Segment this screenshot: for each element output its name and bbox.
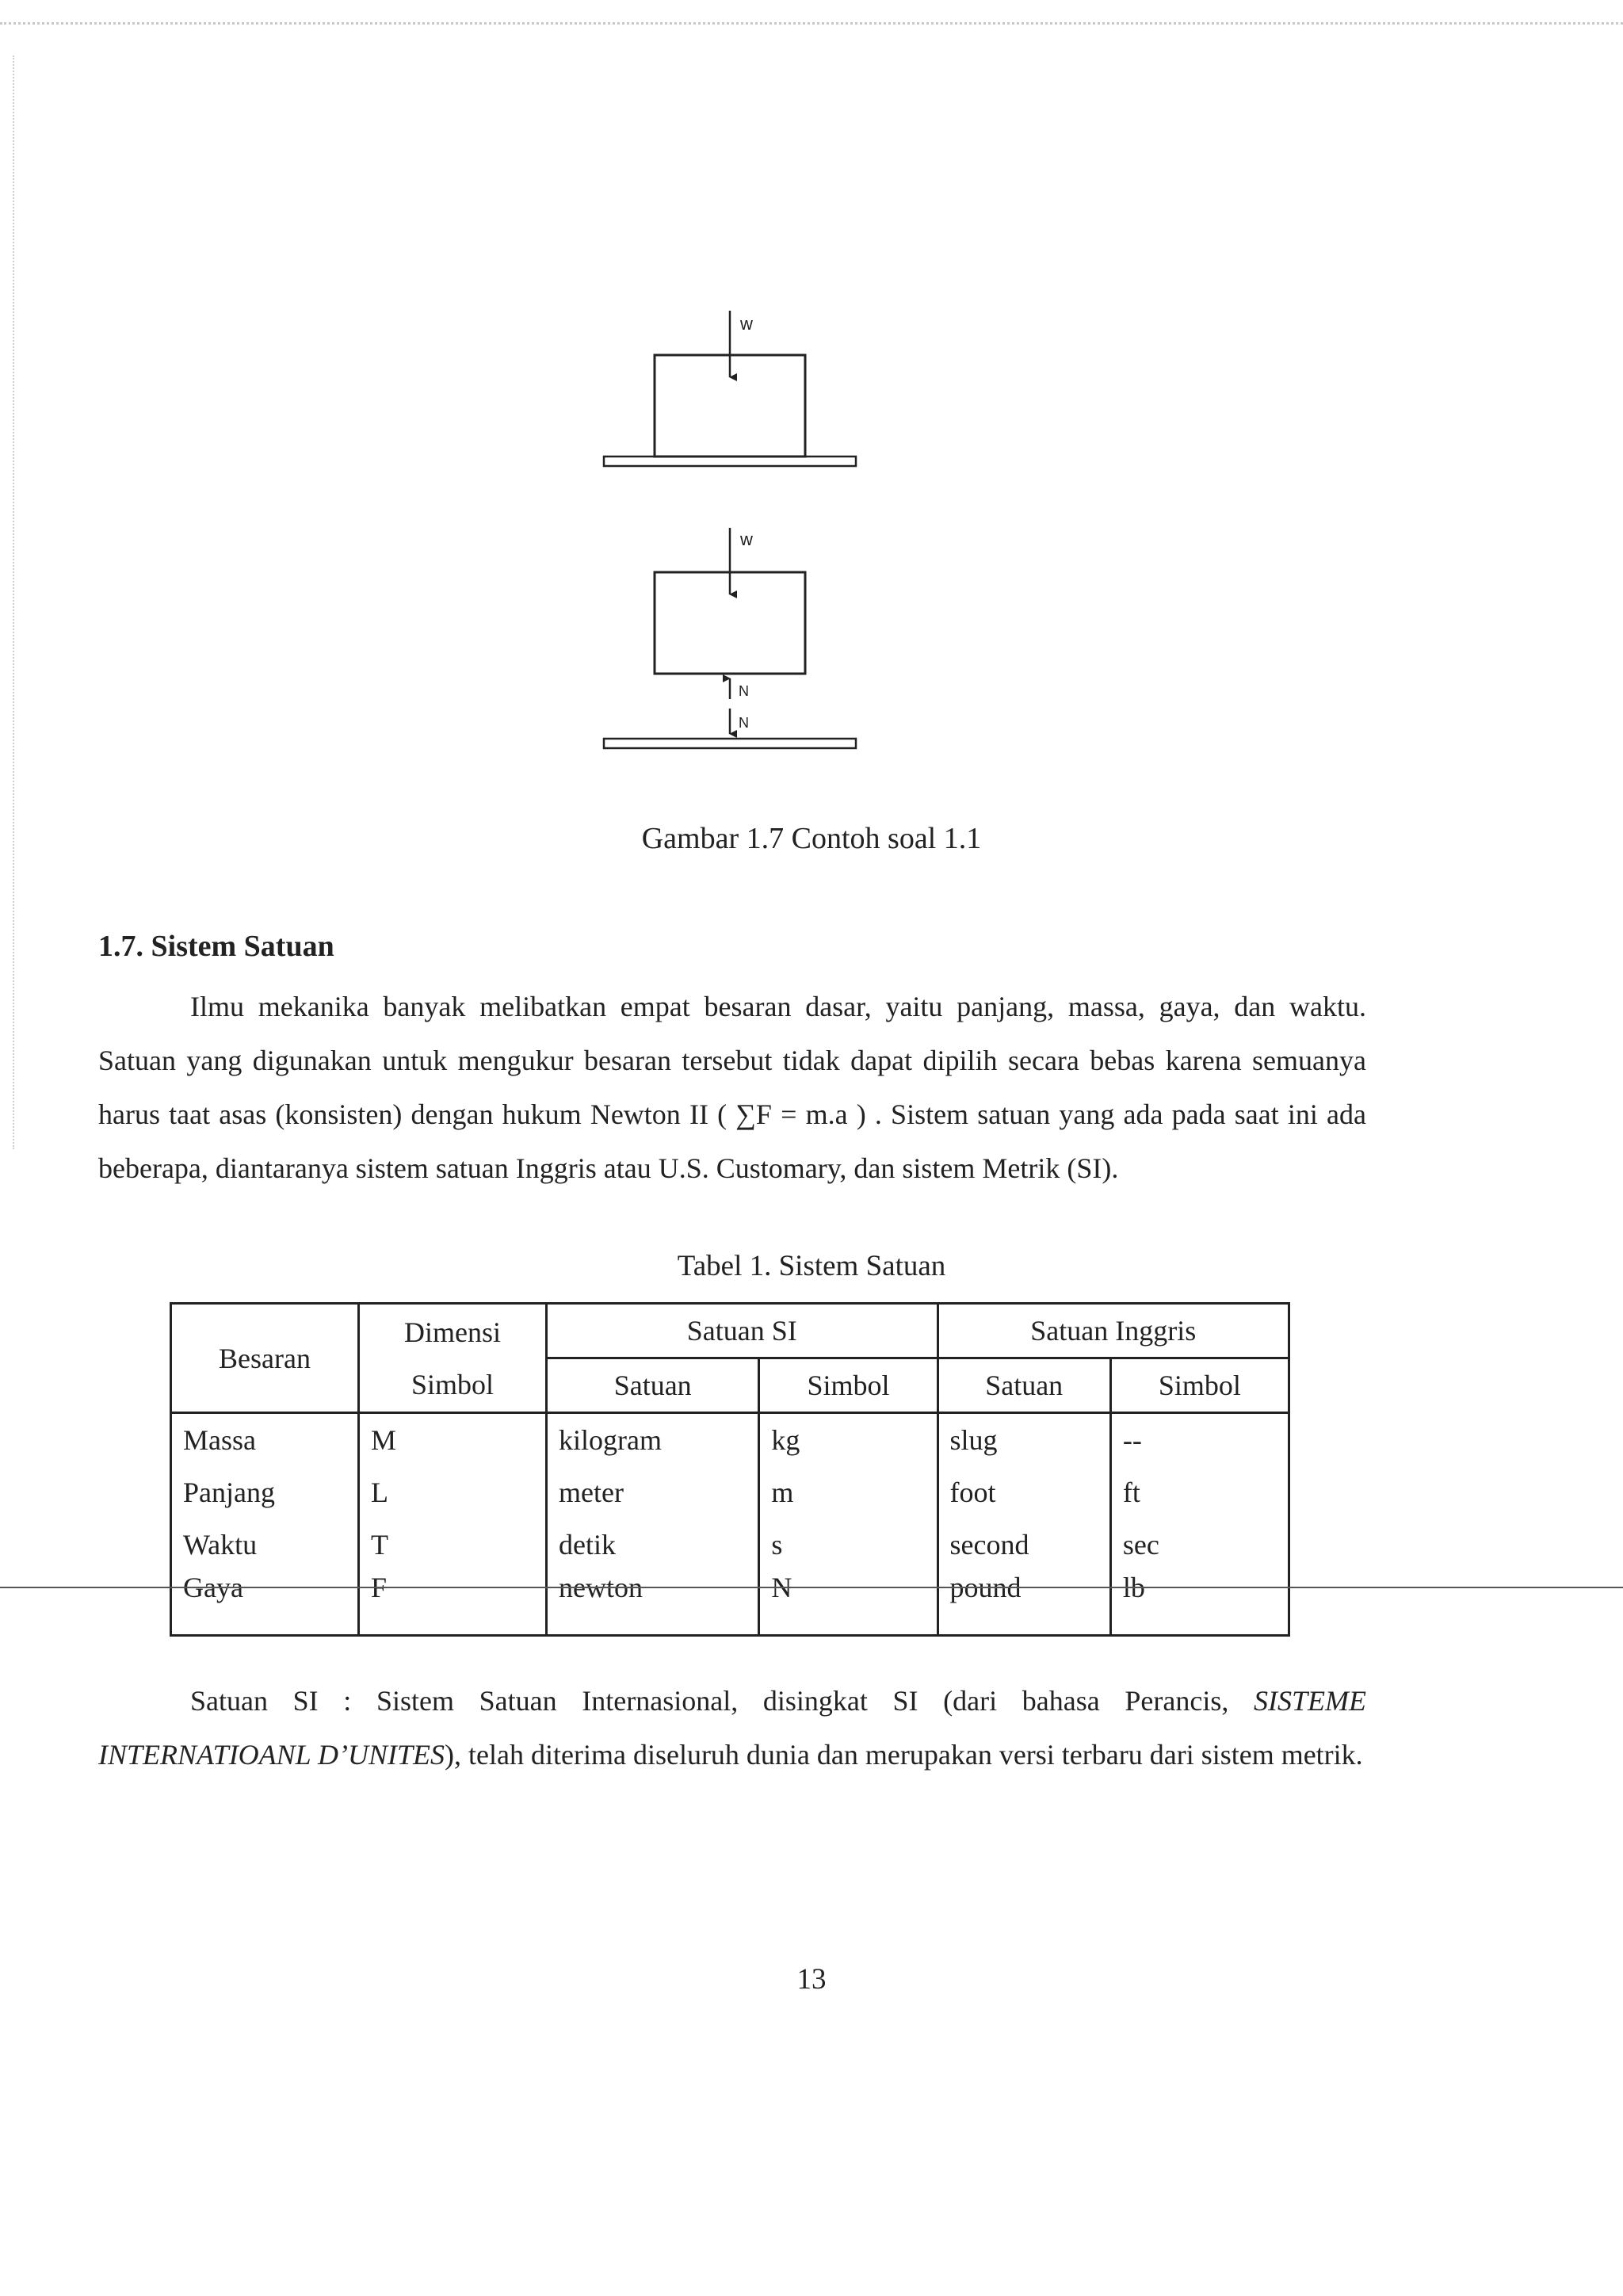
cell-besaran: Massa bbox=[171, 1413, 359, 1467]
bottom-diagram bbox=[604, 528, 856, 748]
paragraph-intro: Ilmu mekanika banyak melibatkan empat besaran dasar, yaitu panjang, massa, gaya, dan waktu. Satuan yang digunakan untuk mengukur besaran tersebut tidak dapat dipilih secara bebas karena semuanya harus taat asas (konsisten) dengan hukum Newton II ( ∑F = m.a ) . Sistem satuan yang ada pada saat ini ada beberapa, diantaranya sistem satuan Inggris atau U.S. Customary, dan sistem Metrik (SI). bbox=[98, 991, 1366, 1184]
cell-si-simbol: kg bbox=[759, 1413, 938, 1467]
cell-besaran: Waktu bbox=[171, 1519, 359, 1571]
cell-ing-satuan: foot bbox=[938, 1466, 1110, 1519]
scan-artifact-top-dots bbox=[0, 22, 1623, 25]
top-diagram bbox=[604, 311, 856, 466]
header-si-satuan: Satuan bbox=[547, 1358, 759, 1413]
scan-artifact-horizontal-line bbox=[0, 1587, 1623, 1588]
cell-si-simbol: m bbox=[759, 1466, 938, 1519]
cell-si-satuan: newton bbox=[547, 1571, 759, 1636]
header-dimensi: Dimensi bbox=[404, 1316, 501, 1348]
top-weight-label: w bbox=[740, 314, 753, 334]
cell-dimensi: L bbox=[359, 1466, 547, 1519]
figure-caption: Gambar 1.7 Contoh soal 1.1 bbox=[641, 822, 982, 855]
section-heading: 1.7. Sistem Satuan bbox=[98, 930, 334, 963]
cell-besaran: Gaya bbox=[171, 1571, 359, 1636]
header-ing-simbol: Simbol bbox=[1110, 1358, 1289, 1413]
header-ing-satuan: Satuan bbox=[938, 1358, 1110, 1413]
paragraph-si-text-after: ), telah diterima diseluruh dunia dan merupakan versi terbaru dari sistem metrik. bbox=[445, 1739, 1363, 1771]
reaction-up-label: N bbox=[739, 683, 749, 699]
figure-free-body-diagram bbox=[555, 293, 919, 769]
header-dimensi-simbol bbox=[359, 1304, 547, 1413]
cell-ing-satuan: slug bbox=[938, 1413, 1110, 1467]
table-title: Tabel 1. Sistem Satuan bbox=[677, 1250, 946, 1282]
cell-si-simbol: s bbox=[759, 1519, 938, 1571]
cell-si-satuan: detik bbox=[547, 1519, 759, 1571]
table-row bbox=[171, 1413, 1289, 1467]
header-simbol-dimensi: Simbol bbox=[411, 1368, 495, 1400]
page-number: 13 bbox=[796, 1963, 827, 1996]
scan-artifact-left-margin bbox=[13, 55, 14, 1149]
reaction-down-label: N bbox=[739, 715, 749, 731]
cell-dimensi: T bbox=[359, 1519, 547, 1571]
cell-si-simbol: N bbox=[759, 1571, 938, 1636]
cell-ing-simbol: sec bbox=[1110, 1519, 1289, 1571]
cell-dimensi: M bbox=[359, 1413, 547, 1467]
cell-ing-satuan: pound bbox=[938, 1571, 1110, 1636]
header-satuan-si: Satuan SI bbox=[547, 1304, 938, 1358]
cell-ing-satuan: second bbox=[938, 1519, 1110, 1571]
cell-si-satuan: kilogram bbox=[547, 1413, 759, 1467]
paragraph-si-definition bbox=[98, 1674, 1366, 1782]
cell-si-satuan: meter bbox=[547, 1466, 759, 1519]
header-satuan-inggris: Satuan Inggris bbox=[938, 1304, 1289, 1358]
cell-ing-simbol: lb bbox=[1110, 1571, 1289, 1636]
table-row bbox=[171, 1519, 1289, 1571]
cell-besaran: Panjang bbox=[171, 1466, 359, 1519]
header-si-simbol: Simbol bbox=[759, 1358, 938, 1413]
header-besaran: Besaran bbox=[171, 1304, 359, 1413]
paragraph-si-french-term: SISTEME INTERNATIOANL D’UNITES bbox=[98, 1685, 1366, 1771]
paragraph-si-text-before: Satuan SI : Sistem Satuan Internasional, disingkat SI (dari bahasa Perancis, bbox=[190, 1685, 1254, 1717]
table-row bbox=[171, 1466, 1289, 1519]
bottom-weight-label: w bbox=[740, 529, 753, 549]
cell-ing-simbol: -- bbox=[1110, 1413, 1289, 1467]
top-surface bbox=[604, 457, 856, 466]
bottom-surface bbox=[604, 739, 856, 748]
cell-dimensi: F bbox=[359, 1571, 547, 1636]
table-row bbox=[171, 1571, 1289, 1636]
cell-ing-simbol: ft bbox=[1110, 1466, 1289, 1519]
free-body-diagram-svg bbox=[555, 293, 919, 769]
